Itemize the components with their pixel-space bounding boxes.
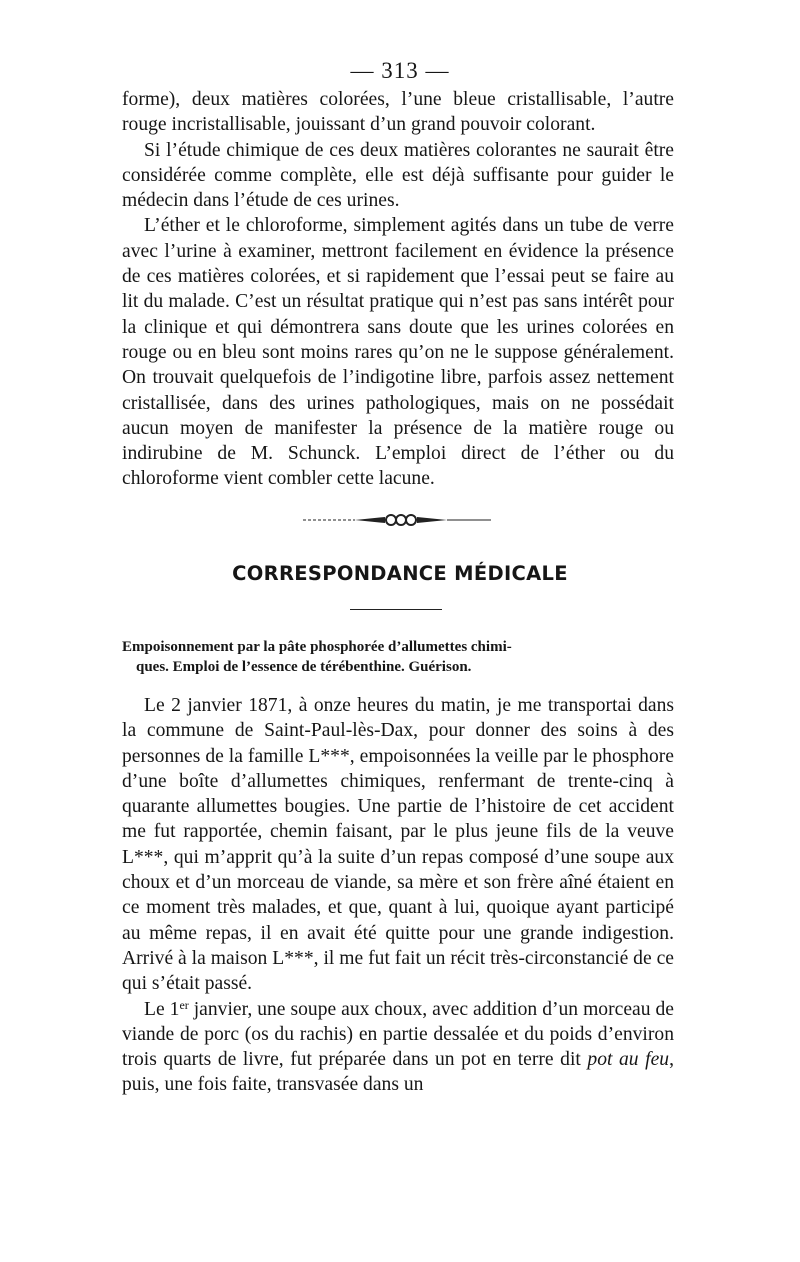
p2-italic: pot au feu <box>587 1049 670 1071</box>
lower-text-block <box>122 693 674 1098</box>
ornament-divider-icon <box>297 509 497 531</box>
p2-text-a: Le 1 <box>144 998 180 1020</box>
case-heading-line-2: ques. Emploi de l’essence de térébenthine. Guérison. <box>136 659 472 675</box>
paragraph-case-intro: Le 2 janvier 1871, à onze heures du matin, je me transportai dans la commune de Saint-Paul-lès-Dax, pour donner des soins à des personnes de la famille L***, empoisonnées la veille par le phosphore d’une boîte d’allumettes chimiques, renfermant de trente-cinq à quarante allumettes bougies. Une partie de l’histoire de cet accident me fut rapportée, chemin faisant, par le plus jeune fils de la veuve L***, qui m’apprit qu’à la suite d’un repas composé d’une soupe aux choux et d’un morceau de viande, sa mère et son frère aîné étaient en ce moment très malades, et que, quant à lui, quoique ayant participé au même repas, il en avait été quitte pour une grande indigestion. Arrivé à la maison L***, il me fut fait un récit très-circonstancié de ce qui s’était passé. <box>122 695 674 995</box>
paragraph-continuation: forme), deux matières colorées, l’une bleue cristallisable, l’autre rouge incristallisable, jouissant d’un grand pouvoir colorant. <box>122 89 674 136</box>
p2-text-c: , puis, une fois faite, transvasée dans un <box>122 1049 674 1096</box>
paragraph-chemical-study: Si l’étude chimique de ces deux matières colorantes ne saurait être considérée comme complète, elle est déjà suffisante pour guider le médecin dans l’étude de ces urines. <box>122 139 674 212</box>
title-rule <box>350 609 442 610</box>
case-heading <box>122 637 674 677</box>
paragraph-ether-chloroform: L’éther et le chloroforme, simplement agités dans un tube de verre avec l’urine à examiner, mettront facilement en évidence la présence de ces matières colorées, et si rapidement que l’essai peut se faire au lit du malade. C’est un résultat pratique qui n’est pas sans intérêt pour la clinique et qui démontrera sans doute que les urines colorées en rouge ou en bleu sont moins rares qu’on ne le suppose généralement. On trouvait quelquefois de l’indigotine libre, parfois assez nettement cristallisée, dans des urines pathologiques, mais on ne possédait aucun moyen de manifester la présence de la matière rouge ou indirubine de M. Schunck. L’emploi direct de l’éther ou du chloroforme vient combler cette lacune. <box>122 215 674 490</box>
upper-text-block <box>122 87 674 492</box>
case-heading-line-1: Empoisonnement par la pâte phosphorée d’allumettes chimi- <box>122 639 512 655</box>
p2-superscript: er <box>179 997 189 1012</box>
section-title: CORRESPONDANCE MÉDICALE <box>232 562 568 585</box>
p2-text-b: janvier, une soupe aux choux, avec addition d’un morceau de viande de porc (os du rachis) en partie dessalée et du poids d’environ trois quarts de livre, fut préparée dans un pot en terre dit <box>122 998 674 1071</box>
page-number: — 313 — <box>350 58 450 83</box>
paragraph-first-january <box>122 997 674 1098</box>
